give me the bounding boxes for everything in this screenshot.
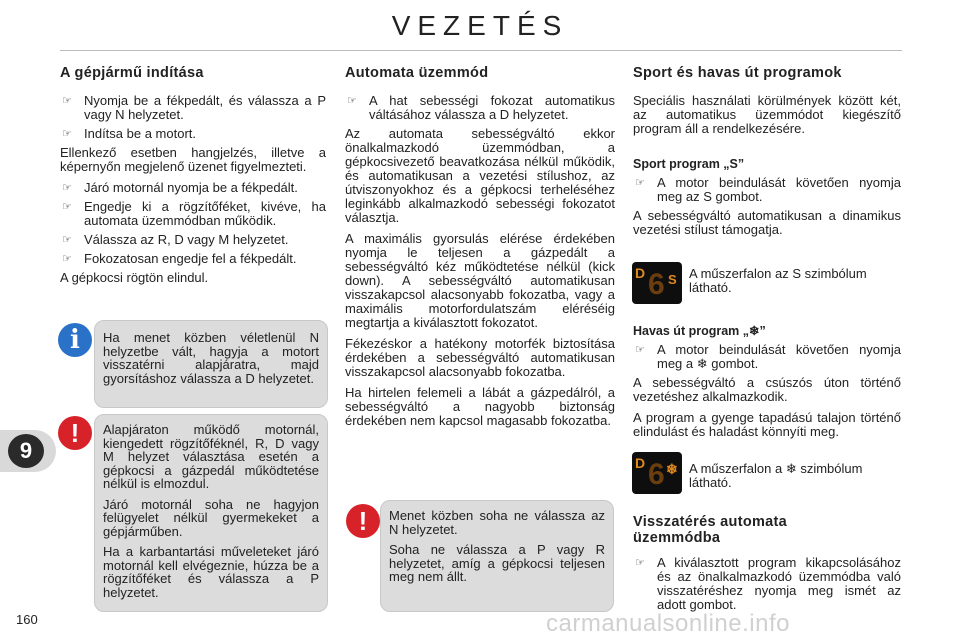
column-return-automatic [633, 514, 901, 617]
list-item: ☞ A kiválasztott program kikapcsolásához és az önalkalmazkodó üzemmódba való visszatéréshez nyomja meg ismét az adott gombot. [635, 555, 901, 612]
paragraph: Az automata sebességváltó ekkor önalkalmazkodó üzemmódban, a gépkocsivezető beavatkozása nélkül működik, és automatikusan a vezetési stílushoz, az útviszonyokhoz és a gépkocsi terheléséhez leginkább alkalmazkodó sebességi fokozatot választja. [345, 126, 615, 225]
heading-start-vehicle: A gépjármű indítása [60, 65, 204, 81]
dashboard-sport-indicator [632, 262, 682, 304]
paragraph: A gépkocsi rögtön elindul. [60, 270, 209, 285]
paragraph: A program a gyenge tapadású talajon történő elindulást és haladást könnyíti meg. [633, 410, 901, 439]
warning-icon: ! [346, 504, 380, 538]
column-snow-program [633, 324, 901, 446]
heading-return-automatic: Visszatérés automata üzemmódba [633, 514, 788, 546]
sport-s-symbol: S [668, 272, 677, 287]
title-divider [60, 50, 902, 51]
paragraph: Fékezéskor a hatékony motorfék biztosítása érdekében a sebességváltó automatikusan visszakapcsol alacsonyabb fokozatba. [345, 336, 615, 379]
list-item: ☞ Indítsa be a motort. [62, 126, 197, 141]
heading-snow-program: Havas út program „❄” [633, 324, 766, 338]
gear-d-symbol: D [635, 265, 646, 281]
list-item: ☞ A motor beindulását követően nyomja meg az S gombot. [635, 175, 901, 204]
list-item: ☞ Nyomja be a fékpedált, és válassza a P vagy N helyzetet. [62, 93, 326, 122]
arrow-bullet-icon: ☞ [62, 128, 72, 140]
warning-box: Alapjáraton működő motornál, kiengedett rögzítőféknél, R, D vagy M helyzet választása esetén a gépkocsi a gázpedál működtetése nélkül is elmozdul. Járó motornál soha ne hagyjon felügyelet nélkül gyermekeket a gépjárműben. Ha a karbantartási műveleteket járó motornál kell elvégeznie, húzza be a rögzítőféket és válassza a P helyzetet. [94, 414, 328, 612]
page-title: VEZETÉS [391, 10, 569, 41]
list-item: ☞ A hat sebességi fokozat automatikus váltásához válassza a D helyzetet. [347, 93, 615, 122]
snowflake-icon: ❄ [666, 461, 678, 477]
list-item: ☞ Engedje ki a rögzítőféket, kivéve, ha automata üzemmódban működik. [62, 199, 326, 228]
paragraph: Ellenkező esetben hangjelzés, illetve a képernyőn megjelenő üzenet figyelmezteti. [60, 145, 326, 174]
page-number: 160 [16, 612, 38, 627]
arrow-bullet-icon: ☞ [62, 253, 72, 265]
arrow-bullet-icon: ☞ [347, 95, 357, 107]
paragraph: A maximális gyorsulás elérése érdekében nyomja le teljesen a gázpedált a sebességváltó kéz működtetése nélkül (kick down). A sebességváltó automatikusan visszakapcsol alacsonyabb fokozatba, vagy a maximális motorfordulatszám eléréséig megtartja a kiválasztott fokozatot. [345, 231, 615, 330]
paragraph: Speciális használati körülmények között két, az automatikus üzemmódot kiegészítő program áll a rendelkezésére. [633, 93, 901, 136]
heading-sport-program: Sport program „S” [633, 157, 745, 171]
arrow-bullet-icon: ☞ [635, 177, 645, 189]
gear-6-symbol: 6 [648, 458, 665, 491]
heading-sport-snow: Sport és havas út programok [633, 65, 842, 81]
heading-automatic-mode: Automata üzemmód [345, 65, 489, 81]
info-box: Ha menet közben véletlenül N helyzetbe vált, hagyja a motort visszatérni alapjáratra, majd gyorsításhoz válassza a D helyzetet. [94, 320, 328, 408]
gear-d-symbol: D [635, 455, 646, 471]
sport-indicator-caption: A műszerfalon az S szimbólum látható. [689, 266, 867, 295]
warning-box: Menet közben soha ne válassza az N helyzetet. Soha ne válassza a P vagy R helyzetet, amíg a gépkocsi teljesen meg nem állt. [380, 500, 614, 612]
chapter-number: 9 [8, 434, 44, 468]
paragraph: Ha hirtelen felemeli a lábát a gázpedálról, a sebességváltó a nagyobb biztonság érdekében nem kapcsol magasabb fokozatba. [345, 385, 615, 428]
paragraph: A sebességváltó automatikusan a dinamikus vezetési stílust támogatja. [633, 208, 901, 237]
list-item: ☞ A motor beindulását követően nyomja meg a ❄ gombot. [635, 342, 901, 371]
warning-icon: ! [58, 416, 92, 450]
list-item: ☞ Fokozatosan engedje fel a fékpedált. [62, 251, 297, 266]
arrow-bullet-icon: ☞ [635, 557, 645, 569]
column-start-vehicle [60, 66, 326, 292]
arrow-bullet-icon: ☞ [62, 201, 72, 213]
column-automatic-mode [345, 66, 615, 435]
arrow-bullet-icon: ☞ [62, 234, 72, 246]
list-item: ☞ Válassza az R, D vagy M helyzetet. [62, 232, 289, 247]
list-item: ☞ Járó motornál nyomja be a fékpedált. [62, 180, 298, 195]
info-icon: i [58, 323, 92, 357]
paragraph: A sebességváltó a csúszós úton történő vezetéshez alkalmazkodik. [633, 375, 901, 404]
dashboard-snow-indicator [632, 452, 682, 494]
arrow-bullet-icon: ☞ [635, 344, 645, 356]
gear-6-symbol: 6 [648, 268, 665, 301]
arrow-bullet-icon: ☞ [62, 182, 72, 194]
column-sport-snow [633, 66, 901, 244]
watermark: carmanualsonline.info [546, 610, 790, 637]
arrow-bullet-icon: ☞ [62, 95, 72, 107]
chapter-tab [0, 430, 56, 472]
snow-indicator-caption: A műszerfalon a ❄ szimbólum látható. [689, 461, 863, 490]
